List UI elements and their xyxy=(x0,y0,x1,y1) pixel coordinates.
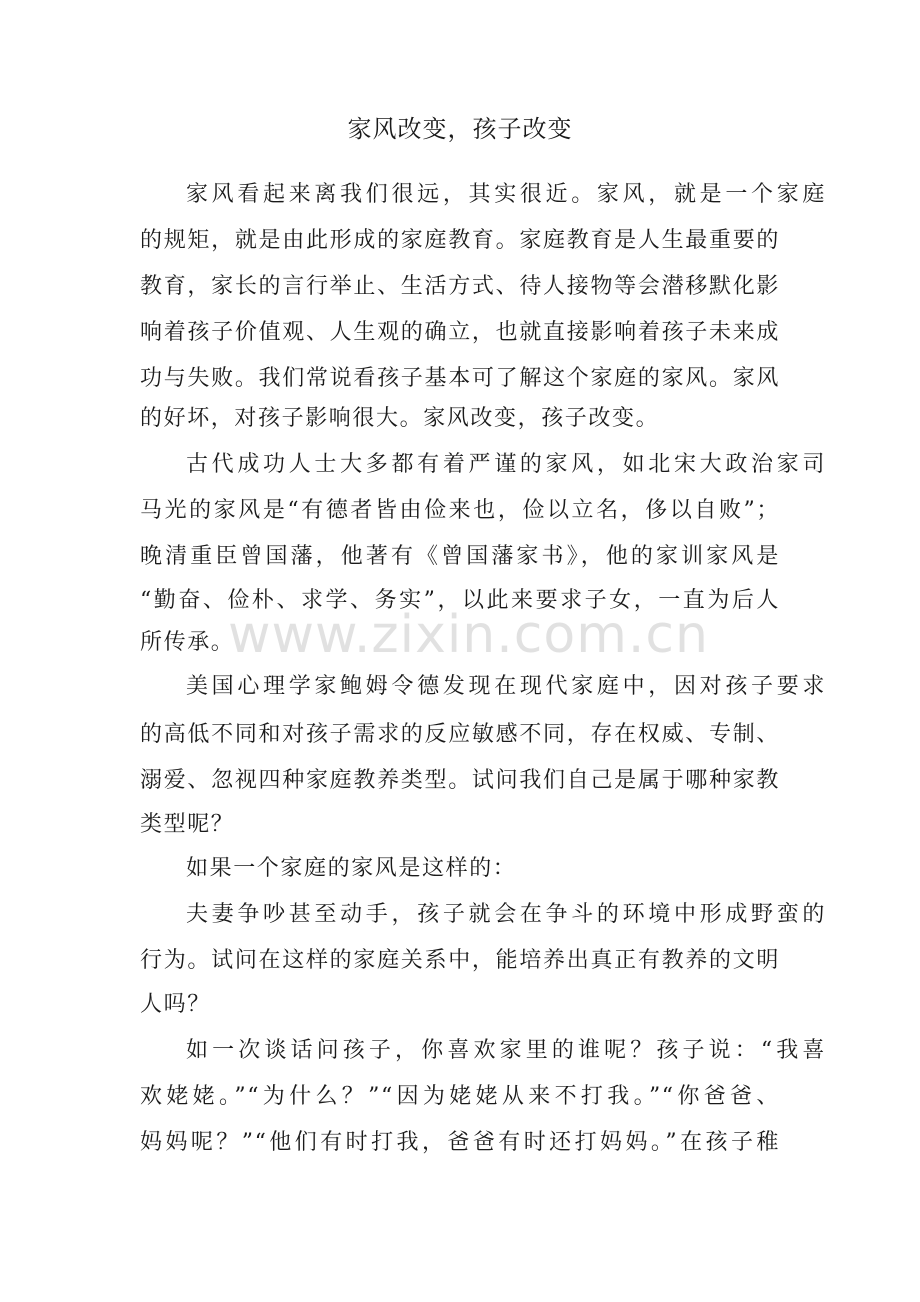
paragraph-line: 类型呢？ xyxy=(140,812,235,837)
paragraph-line: 溺爱、忽视四种家庭教养类型。试问我们自己是属于哪种家教 xyxy=(140,768,780,793)
paragraph-line: 古代成功人士大多都有着严谨的家风，如北宋大政治家司 xyxy=(186,452,826,477)
paragraph-line: 欢姥姥。”“为什么？”“因为姥姥从来不打我。”“你爸爸、 xyxy=(140,1084,780,1109)
paragraph-line: 妈妈呢？”“他们有时打我，爸爸有时还打妈妈。”在孩子稚 xyxy=(140,1130,780,1155)
paragraph-line: 的高低不同和对孩子需求的反应敏感不同，存在权威、专制、 xyxy=(140,722,780,747)
paragraph-line: 响着孩子价值观、人生观的确立，也就直接影响着孩子未来成 xyxy=(140,320,780,345)
paragraph-line: 美国心理学家鲍姆令德发现在现代家庭中，因对孩子要求 xyxy=(186,674,826,699)
paragraph-line: 马光的家风是“有德者皆由俭来也，俭以立名，侈以自败”； xyxy=(140,498,780,523)
paragraph-line: 人吗？ xyxy=(140,992,211,1017)
paragraph-line: 如一次谈话问孩子，你喜欢家里的谁呢？孩子说：“我喜 xyxy=(186,1038,826,1063)
watermark: www.zixin.com.cn xyxy=(228,605,709,665)
paragraph-line: 功与失败。我们常说看孩子基本可了解这个家庭的家风。家风 xyxy=(140,366,780,391)
paragraph-line: 教育，家长的言行举止、生活方式、待人接物等会潜移默化影 xyxy=(140,274,780,299)
paragraph-line: 夫妻争吵甚至动手，孩子就会在争斗的环境中形成野蛮的 xyxy=(186,902,826,927)
paragraph-line: “勤奋、俭朴、求学、务实”，以此来要求子女，一直为后人 xyxy=(140,588,780,613)
paragraph-line: 所传承。 xyxy=(140,630,235,655)
paragraph-line: 行为。试问在这样的家庭关系中，能培养出真正有教养的文明 xyxy=(140,948,780,973)
paragraph-line: 家风看起来离我们很远，其实很近。家风，就是一个家庭 xyxy=(186,182,826,207)
paragraph-line: 的好坏，对孩子影响很大。家风改变，孩子改变。 xyxy=(140,406,660,431)
document-title: 家风改变，孩子改变 xyxy=(347,115,573,143)
paragraph-line: 如果一个家庭的家风是这样的： xyxy=(186,856,517,881)
paragraph-line: 晚清重臣曾国藩，他著有《曾国藩家书》，他的家训家风是 xyxy=(140,544,780,569)
paragraph-line: 的规矩，就是由此形成的家庭教育。家庭教育是人生最重要的 xyxy=(140,228,780,253)
